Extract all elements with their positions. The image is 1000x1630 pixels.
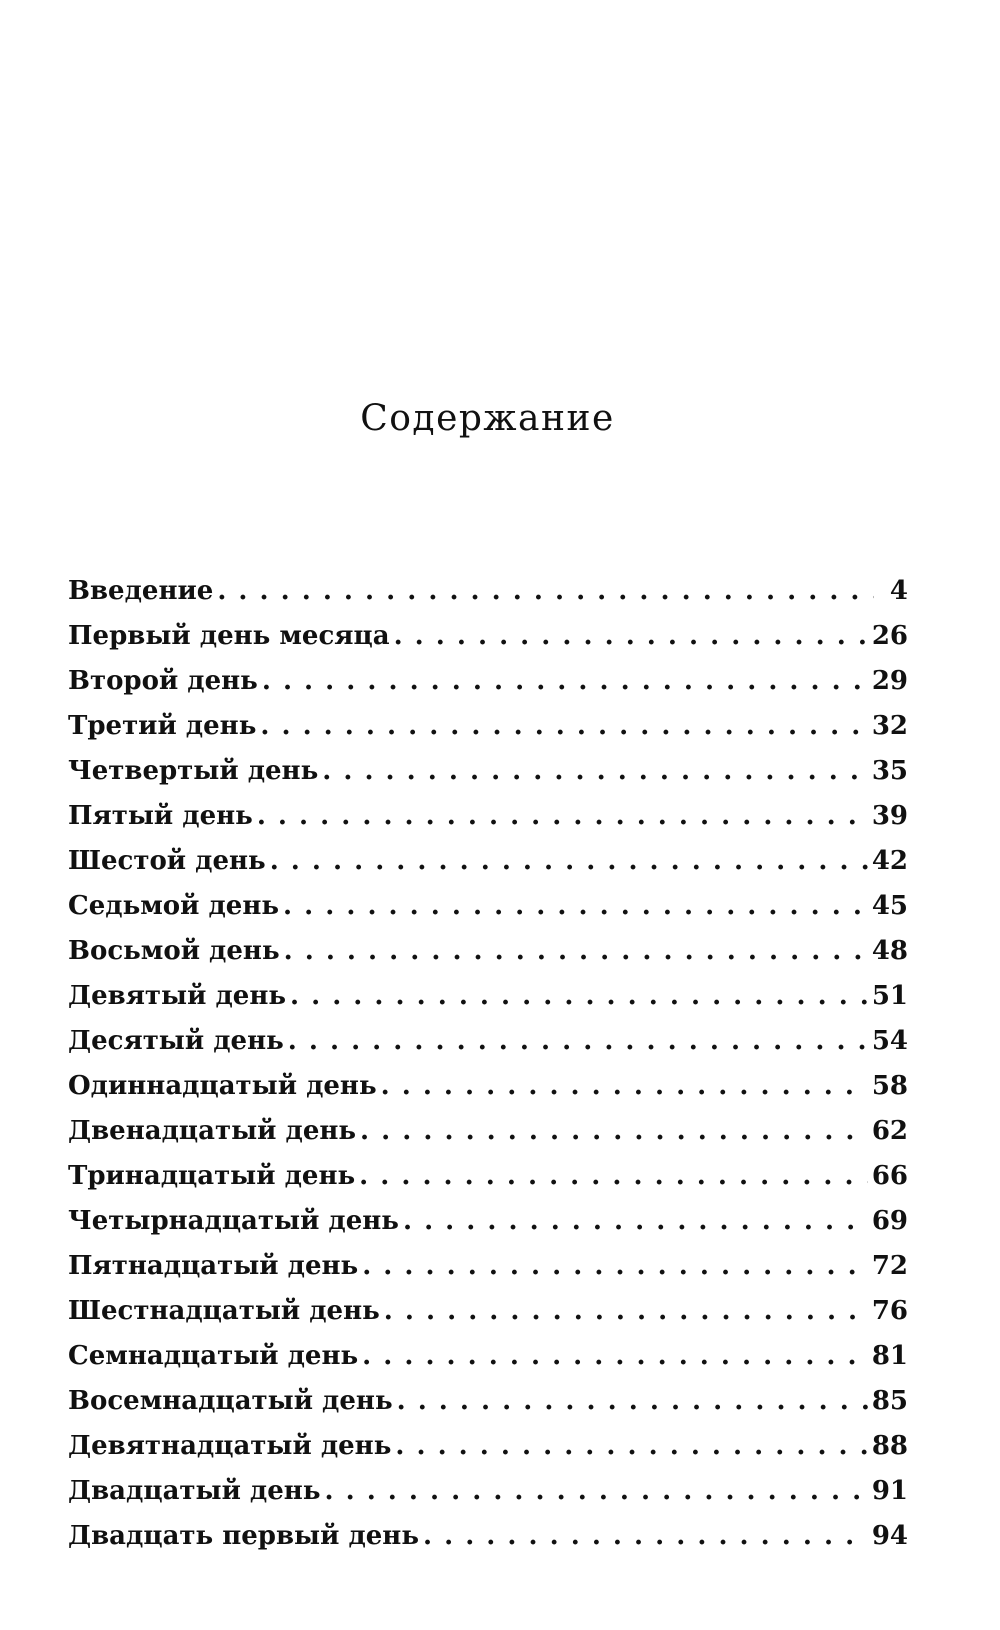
toc-dot-leader bbox=[217, 569, 874, 614]
toc-dot-leader bbox=[288, 1019, 868, 1064]
toc-page-number: 4 bbox=[889, 576, 908, 606]
toc-entry[interactable] bbox=[68, 1379, 908, 1424]
toc-page-number: 39 bbox=[871, 801, 908, 831]
toc-page-number: 85 bbox=[871, 1386, 908, 1416]
toc-dot-leader bbox=[362, 1244, 868, 1289]
toc-dot-leader bbox=[260, 704, 867, 749]
toc-entry[interactable] bbox=[68, 569, 908, 614]
toc-entry[interactable] bbox=[68, 1514, 908, 1559]
toc-dot-leader bbox=[360, 1109, 868, 1154]
toc-dot-leader bbox=[362, 1334, 868, 1379]
toc-entry-title: Двадцатый день bbox=[68, 1476, 321, 1506]
toc-page-number: 76 bbox=[871, 1296, 908, 1326]
toc-entry[interactable] bbox=[68, 1109, 908, 1154]
toc-dot-leader bbox=[270, 839, 868, 884]
toc-entry[interactable] bbox=[68, 1019, 908, 1064]
page-title: Содержание bbox=[360, 398, 615, 439]
toc-entry-title: Шестой день bbox=[68, 846, 266, 876]
toc-entry[interactable] bbox=[68, 749, 908, 794]
toc-page-number: 66 bbox=[871, 1161, 908, 1191]
toc-entry-title: Введение bbox=[68, 576, 214, 606]
toc-entry[interactable] bbox=[68, 1289, 908, 1334]
toc-entry[interactable] bbox=[68, 1424, 908, 1469]
toc-entry-title: Первый день месяца bbox=[68, 621, 390, 651]
toc-entry[interactable] bbox=[68, 614, 908, 659]
toc-entry-title: Седьмой день bbox=[68, 891, 280, 921]
toc-page-number: 48 bbox=[871, 936, 908, 966]
toc-entry[interactable] bbox=[68, 929, 908, 974]
toc-dot-leader bbox=[257, 794, 868, 839]
toc-entry[interactable] bbox=[68, 839, 908, 884]
toc-page-number: 81 bbox=[871, 1341, 908, 1371]
toc-entry[interactable] bbox=[68, 1064, 908, 1109]
toc-dot-leader bbox=[284, 929, 868, 974]
toc-entry[interactable] bbox=[68, 794, 908, 839]
toc-page-number: 72 bbox=[871, 1251, 908, 1281]
toc-dot-leader bbox=[324, 1469, 867, 1514]
toc-page-number: 32 bbox=[871, 711, 908, 741]
toc-dot-leader bbox=[290, 974, 868, 1019]
table-of-contents bbox=[68, 569, 908, 1559]
toc-page-number: 45 bbox=[871, 891, 908, 921]
toc-entry-title: Семнадцатый день bbox=[68, 1341, 359, 1371]
toc-entry-title: Девятнадцатый день bbox=[68, 1431, 392, 1461]
toc-entry-title: Пятый день bbox=[68, 801, 253, 831]
toc-entry-title: Десятый день bbox=[68, 1026, 284, 1056]
toc-page-number: 94 bbox=[871, 1521, 908, 1551]
toc-entry[interactable] bbox=[68, 1244, 908, 1289]
toc-dot-leader bbox=[395, 1424, 867, 1469]
toc-entry[interactable] bbox=[68, 1334, 908, 1379]
toc-page-number: 54 bbox=[871, 1026, 908, 1056]
toc-entry-title: Одиннадцатый день bbox=[68, 1071, 377, 1101]
toc-entry-title: Восемнадцатый день bbox=[68, 1386, 393, 1416]
toc-entry-title: Двадцать первый день bbox=[68, 1521, 419, 1551]
toc-entry-title: Пятнадцатый день bbox=[68, 1251, 359, 1281]
toc-page-number: 51 bbox=[871, 981, 908, 1011]
toc-entry-title: Второй день bbox=[68, 666, 258, 696]
toc-entry-title: Шестнадцатый день bbox=[68, 1296, 380, 1326]
toc-dot-leader bbox=[403, 1199, 868, 1244]
toc-entry[interactable] bbox=[68, 884, 908, 929]
toc-entry-title: Тринадцатый день bbox=[68, 1161, 356, 1191]
toc-page-number: 91 bbox=[871, 1476, 908, 1506]
toc-entry-title: Девятый день bbox=[68, 981, 286, 1011]
toc-dot-leader bbox=[423, 1514, 868, 1559]
toc-entry[interactable] bbox=[68, 659, 908, 704]
toc-entry-title: Четырнадцатый день bbox=[68, 1206, 399, 1236]
toc-entry[interactable] bbox=[68, 1199, 908, 1244]
toc-dot-leader bbox=[397, 1379, 868, 1424]
toc-entry[interactable] bbox=[68, 1469, 908, 1514]
toc-page-number: 62 bbox=[871, 1116, 908, 1146]
toc-entry-title: Третий день bbox=[68, 711, 257, 741]
toc-page-number: 26 bbox=[871, 621, 908, 651]
toc-dot-leader bbox=[381, 1064, 868, 1109]
toc-entry[interactable] bbox=[68, 1154, 908, 1199]
toc-dot-leader bbox=[394, 614, 868, 659]
toc-dot-leader bbox=[283, 884, 868, 929]
toc-entry[interactable] bbox=[68, 704, 908, 749]
toc-entry-title: Восьмой день bbox=[68, 936, 280, 966]
toc-entry[interactable] bbox=[68, 974, 908, 1019]
toc-page-number: 69 bbox=[871, 1206, 908, 1236]
toc-page-number: 29 bbox=[871, 666, 908, 696]
toc-page-number: 35 bbox=[871, 756, 908, 786]
toc-entry-title: Четвертый день bbox=[68, 756, 319, 786]
toc-dot-leader bbox=[384, 1289, 868, 1334]
toc-entry-title: Двенадцатый день bbox=[68, 1116, 357, 1146]
toc-page-number: 42 bbox=[871, 846, 908, 876]
toc-dot-leader bbox=[262, 659, 868, 704]
toc-page-number: 88 bbox=[871, 1431, 908, 1461]
toc-page-number: 58 bbox=[871, 1071, 908, 1101]
toc-dot-leader bbox=[359, 1154, 868, 1199]
toc-dot-leader bbox=[322, 749, 868, 794]
